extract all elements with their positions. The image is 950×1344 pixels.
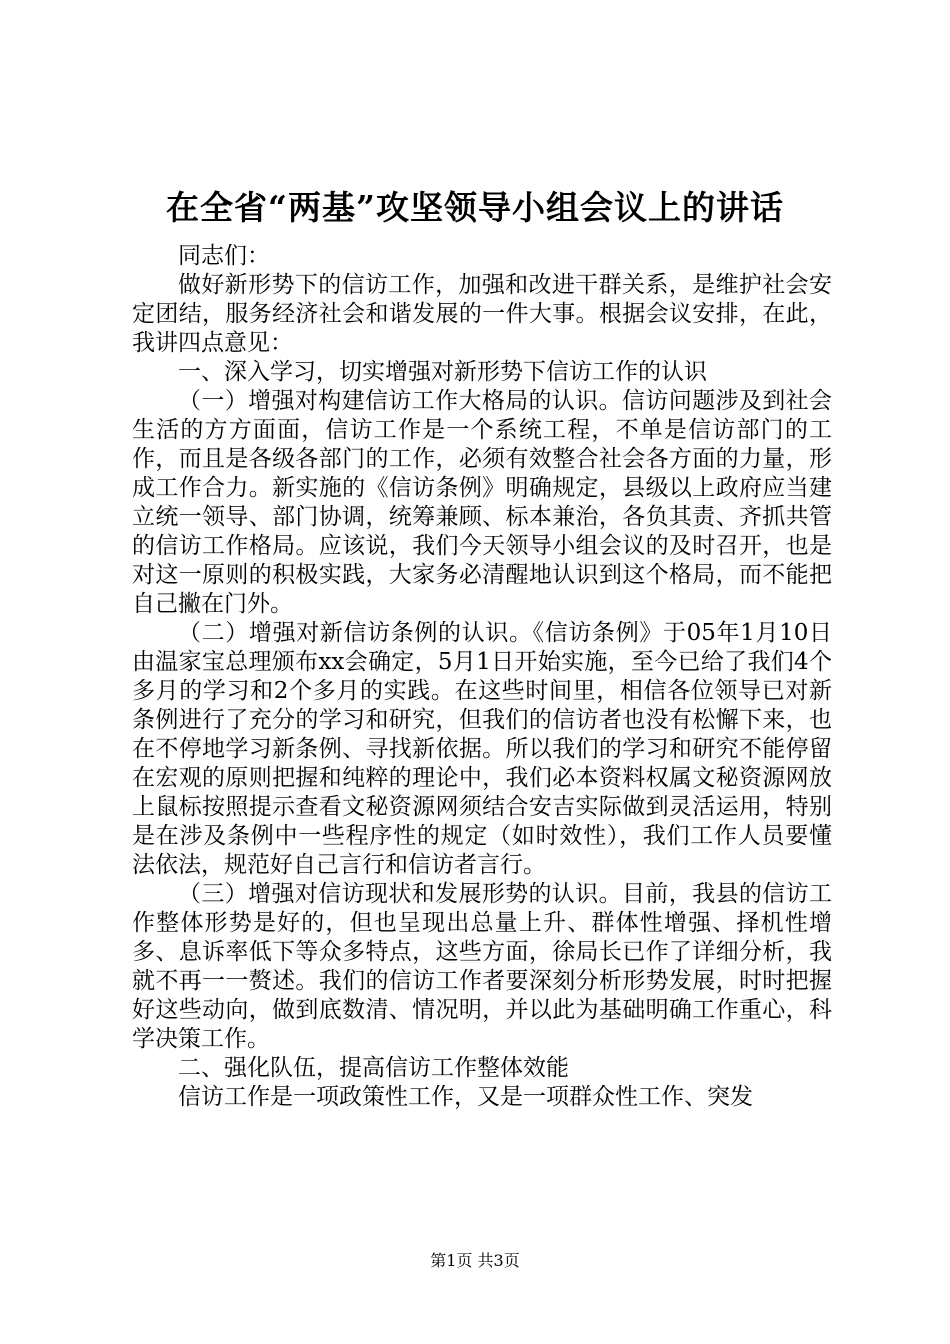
document-body (132, 242, 832, 1112)
document-title: 在全省“两基”攻坚领导小组会议上的讲话 (166, 188, 784, 227)
section-heading-1: 一、深入学习，切实增强对新形势下信访工作的认识 (178, 359, 707, 385)
paragraph-subsection-1: （一）增强对构建信访工作大格局的认识。信访问题涉及到社会生活的方方面面，信访工作是一个系统工程，不单是信访部门的工作，而且是各级各部门的工作，必须有效整合社会各方面的力量，形成工作合力。新实施的《信访条例》明确规定，县级以上政府应当建立统一领导、部门协调，统筹兼顾、标本兼治，各负其责、齐抓共管的信访工作格局。应该说，我们今天领导小组会议的及时召开，也是对这一原则的积极实践，大家务必清醒地认识到这个格局，而不能把自己撇在门外。 (132, 388, 832, 617)
intro-paragraph: 做好新形势下的信访工作，加强和改进干群关系，是维护社会安定团结，服务经济社会和谐发展的一件大事。根据会议安排，在此，我讲四点意见： (132, 272, 832, 356)
salutation: 同志们： (178, 243, 270, 269)
page-footer: 第1页 共3页 (430, 1251, 520, 1270)
paragraph-subsection-2: （二）增强对新信访条例的认识。《信访条例》于05年1月10日由温家宝总理颁布xx会确定，5月1日开始实施，至今已给了我们4个多月的学习和2个多月的实践。在这些时间里，相信各位领导已对新条例进行了充分的学习和研究，但我们的信访者也没有松懈下来，也在不停地学习新条例、寻找新依据。所以我们的学习和研究不能停留在宏观的原则把握和纯粹的理论中，我们必本资料权属文秘资源网放上鼠标按照提示查看文秘资源网须结合安吉实际做到灵活运用，特别是在涉及条例中一些程序性的规定（如时效性），我们工作人员要懂法依法，规范好自己言行和信访者言行。 (132, 620, 832, 878)
section-heading-2: 二、强化队伍，提高信访工作整体效能 (178, 1055, 569, 1081)
paragraph-section-2: 信访工作是一项政策性工作，又是一项群众性工作、突发 (178, 1084, 753, 1110)
paragraph-subsection-3: （三）增强对信访现状和发展形势的认识。目前，我县的信访工作整体形势是好的，但也呈现出总量上升、群体性增强、择机性增多、息诉率低下等众多特点，这些方面，徐局长已作了详细分析，我就不再一一赘述。我们的信访工作者要深刻分析形势发展，时时把握好这些动向，做到底数清、情况明，并以此为基础明确工作重心，科学决策工作。 (132, 881, 832, 1052)
